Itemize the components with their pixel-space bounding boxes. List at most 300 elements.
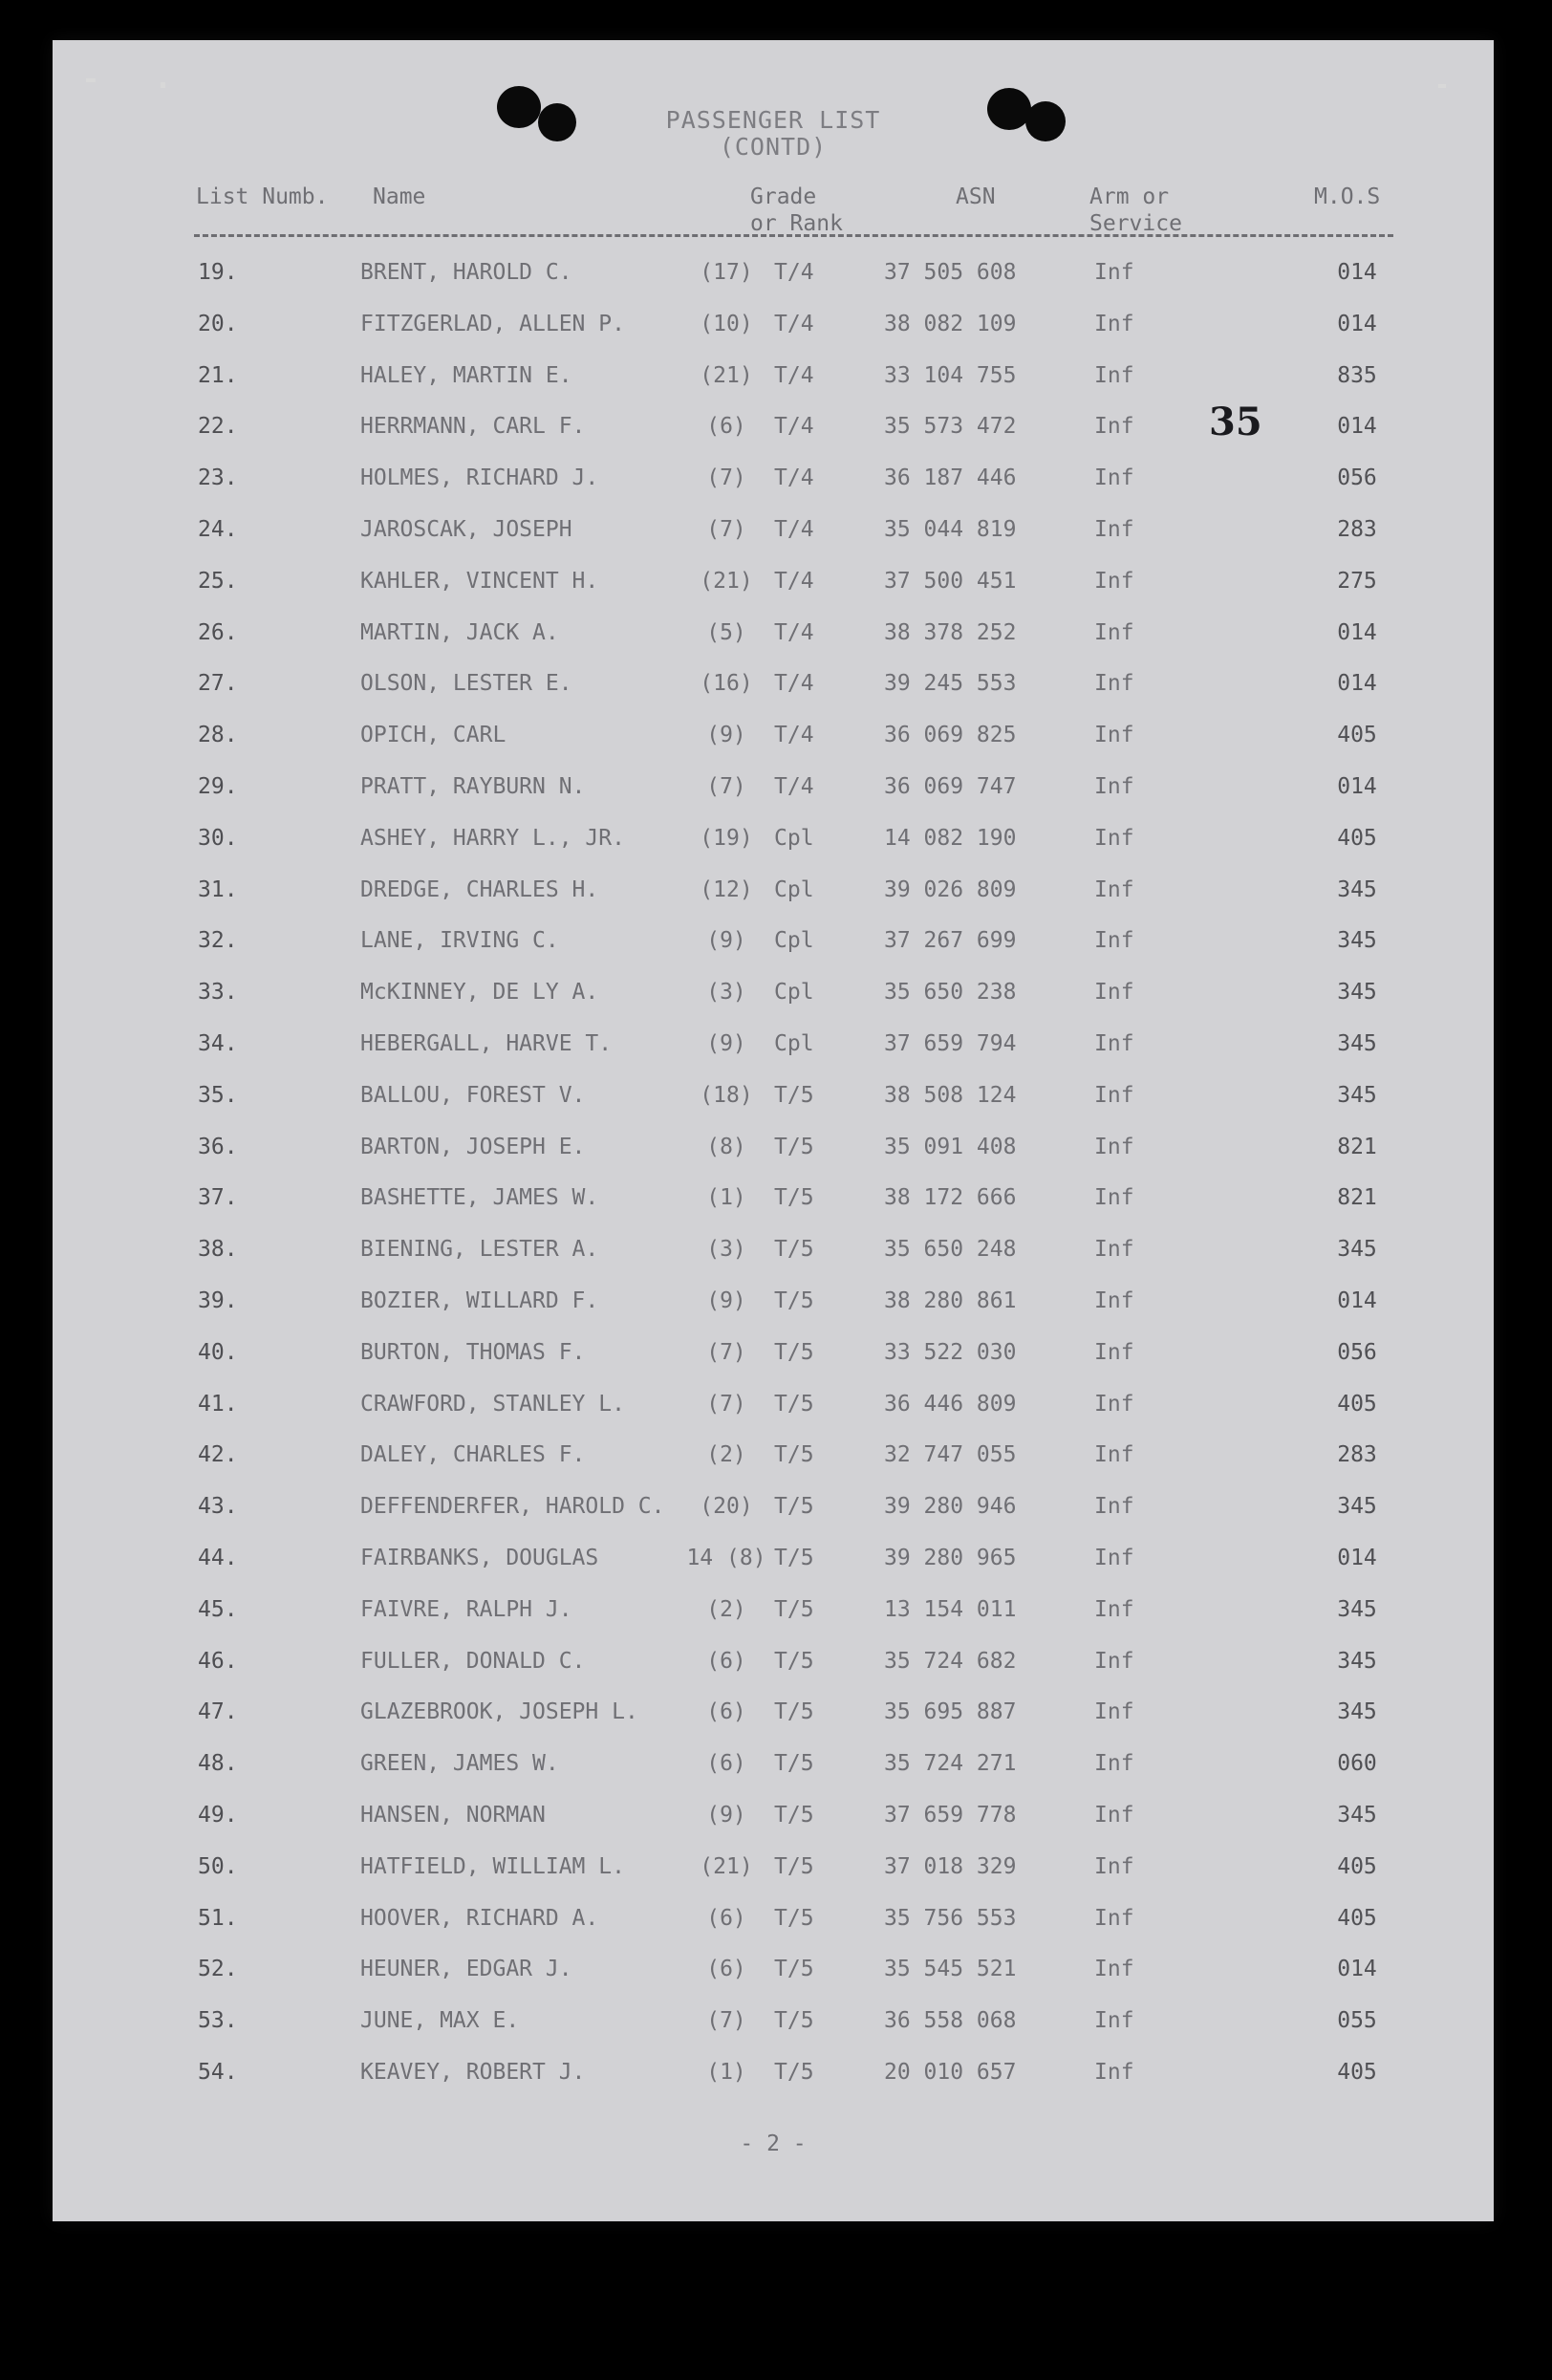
- group-number: (17): [700, 260, 753, 285]
- arm-service: Inf: [1094, 1082, 1134, 1108]
- asn-number: 38 280 861: [884, 1288, 1017, 1313]
- group-number: (2): [706, 1442, 746, 1468]
- row-number: 33.: [198, 980, 238, 1006]
- arm-service: Inf: [1094, 1957, 1134, 1982]
- arm-service: Inf: [1094, 2008, 1134, 2034]
- passenger-name: CRAWFORD, STANLEY L.: [360, 1391, 625, 1417]
- mos-code: 345: [1337, 980, 1377, 1006]
- asn-number: 36 069 825: [884, 723, 1017, 748]
- asn-number: 39 280 965: [884, 1546, 1017, 1570]
- passenger-name: FAIVRE, RALPH J.: [360, 1596, 572, 1622]
- grade-rank: T/5: [774, 1905, 814, 1931]
- subtitle-text: (CONTD): [719, 133, 828, 161]
- asn-number: 13 154 011: [884, 1596, 1017, 1622]
- arm-service: Inf: [1094, 980, 1134, 1006]
- row-number: 37.: [198, 1185, 238, 1211]
- passenger-name: BARTON, JOSEPH E.: [360, 1134, 586, 1159]
- row-number: 31.: [198, 876, 238, 902]
- arm-service: Inf: [1094, 1803, 1134, 1828]
- table-row: [53, 1957, 1494, 2006]
- group-number: (9): [706, 723, 746, 748]
- table-row: [53, 723, 1494, 772]
- mos-code: 014: [1337, 414, 1377, 440]
- group-number: (7): [706, 1339, 746, 1365]
- scan-speck: [1438, 84, 1446, 88]
- col-header-asn: ASN: [956, 184, 996, 209]
- passenger-name: GLAZEBROOK, JOSEPH L.: [360, 1699, 638, 1725]
- grade-rank: T/5: [774, 1751, 814, 1777]
- asn-number: 35 724 271: [884, 1751, 1017, 1777]
- passenger-name: JUNE, MAX E.: [360, 2008, 520, 2034]
- table-row: [53, 465, 1494, 515]
- group-number: (19): [700, 825, 753, 851]
- table-row: [53, 414, 1494, 464]
- row-number: 19.: [198, 260, 238, 285]
- group-number: (16): [700, 671, 753, 697]
- header-rule: [194, 234, 1393, 237]
- row-number: 30.: [198, 825, 238, 851]
- passenger-name: DEFFENDERFER, HAROLD C.: [360, 1494, 665, 1520]
- passenger-name: BALLOU, FOREST V.: [360, 1082, 586, 1108]
- group-number: (20): [700, 1494, 753, 1520]
- group-number: (7): [706, 517, 746, 542]
- mos-code: 283: [1337, 1442, 1377, 1468]
- table-row: [53, 1237, 1494, 1287]
- arm-service: Inf: [1094, 1185, 1134, 1211]
- row-number: 38.: [198, 1237, 238, 1263]
- mos-code: 014: [1337, 774, 1377, 799]
- row-number: 42.: [198, 1442, 238, 1468]
- col-header-mos: M.O.S: [1314, 184, 1381, 209]
- grade-rank: T/5: [774, 2008, 814, 2034]
- col-header-arm: Arm or Service: [1089, 184, 1182, 236]
- arm-service: Inf: [1094, 2060, 1134, 2085]
- asn-number: 37 505 608: [884, 260, 1017, 285]
- table-row: [53, 774, 1494, 824]
- row-number: 23.: [198, 465, 238, 491]
- group-number: (9): [706, 1288, 746, 1313]
- document-title: [53, 107, 1494, 161]
- arm-service: Inf: [1094, 774, 1134, 799]
- table-row: [53, 1546, 1494, 1595]
- table-row: [53, 1906, 1494, 1956]
- mos-code: 405: [1337, 1905, 1377, 1931]
- group-number: (3): [706, 980, 746, 1006]
- group-number: (6): [706, 1699, 746, 1725]
- passenger-name: BURTON, THOMAS F.: [360, 1339, 586, 1365]
- group-number: (7): [706, 465, 746, 491]
- passenger-name: HEBERGALL, HARVE T.: [360, 1031, 613, 1056]
- arm-service: Inf: [1094, 260, 1134, 285]
- group-number: (1): [706, 1185, 746, 1211]
- row-number: 20.: [198, 311, 238, 336]
- group-number: (1): [706, 2060, 746, 2085]
- group-number: (10): [700, 311, 753, 336]
- mos-code: 345: [1337, 1648, 1377, 1674]
- asn-number: 35 695 887: [884, 1699, 1017, 1725]
- table-row: [53, 1751, 1494, 1801]
- table-row: [53, 569, 1494, 618]
- row-number: 47.: [198, 1699, 238, 1725]
- table-row: [53, 1340, 1494, 1390]
- row-number: 48.: [198, 1751, 238, 1777]
- group-number: (6): [706, 1751, 746, 1777]
- asn-number: 36 446 809: [884, 1391, 1017, 1417]
- grade-rank: T/5: [774, 1288, 814, 1313]
- row-number: 27.: [198, 671, 238, 697]
- grade-rank: T/5: [774, 1339, 814, 1365]
- arm-service: Inf: [1094, 1699, 1134, 1725]
- arm-service: Inf: [1094, 671, 1134, 697]
- row-number: 54.: [198, 2060, 238, 2085]
- row-number: 21.: [198, 362, 238, 388]
- asn-number: 35 756 553: [884, 1905, 1017, 1931]
- asn-number: 33 522 030: [884, 1339, 1017, 1365]
- asn-number: 37 659 794: [884, 1031, 1017, 1056]
- asn-number: 20 010 657: [884, 2060, 1017, 2085]
- mos-code: 014: [1337, 1957, 1377, 1982]
- row-number: 36.: [198, 1134, 238, 1159]
- passenger-name: BIENING, LESTER A.: [360, 1237, 599, 1263]
- group-number: (9): [706, 1031, 746, 1056]
- grade-rank: T/4: [774, 311, 814, 336]
- grade-rank: Cpl: [774, 1031, 814, 1056]
- arm-service: Inf: [1094, 1648, 1134, 1674]
- group-number: (9): [706, 1803, 746, 1828]
- arm-service: Inf: [1094, 414, 1134, 440]
- row-number: 32.: [198, 928, 238, 954]
- table-row: [53, 517, 1494, 567]
- mos-code: 056: [1337, 465, 1377, 491]
- table-row: [53, 877, 1494, 927]
- mos-code: 821: [1337, 1185, 1377, 1211]
- group-number: (7): [706, 2008, 746, 2034]
- group-number: (12): [700, 876, 753, 902]
- passenger-name: PRATT, RAYBURN N.: [360, 774, 586, 799]
- asn-number: 36 187 446: [884, 465, 1017, 491]
- group-number: (21): [700, 362, 753, 388]
- table-row: [53, 1288, 1494, 1338]
- table-row: [53, 1854, 1494, 1904]
- grade-rank: T/5: [774, 1699, 814, 1725]
- asn-number: 39 245 553: [884, 671, 1017, 697]
- asn-number: 35 091 408: [884, 1134, 1017, 1159]
- table-row: [53, 260, 1494, 310]
- arm-service: Inf: [1094, 1339, 1134, 1365]
- row-number: 35.: [198, 1082, 238, 1108]
- arm-service: Inf: [1094, 928, 1134, 954]
- table-row: [53, 928, 1494, 978]
- page-number: - 2 -: [740, 2131, 807, 2156]
- row-number: 40.: [198, 1339, 238, 1365]
- group-number: (6): [706, 1957, 746, 1982]
- grade-rank: T/5: [774, 1134, 814, 1159]
- asn-number: 37 659 778: [884, 1803, 1017, 1828]
- arm-service: Inf: [1094, 311, 1134, 336]
- title-text: PASSENGER LIST: [665, 106, 881, 134]
- mos-code: 345: [1337, 1699, 1377, 1725]
- group-number: (21): [700, 568, 753, 594]
- table-row: [53, 1597, 1494, 1647]
- grade-rank: T/5: [774, 1082, 814, 1108]
- scan-speck: [161, 82, 165, 88]
- table-row: [53, 1442, 1494, 1492]
- passenger-name: ASHEY, HARRY L., JR.: [360, 825, 625, 851]
- grade-rank: T/5: [774, 1391, 814, 1417]
- passenger-name: HOLMES, RICHARD J.: [360, 465, 599, 491]
- grade-rank: T/4: [774, 260, 814, 285]
- asn-number: 38 172 666: [884, 1185, 1017, 1211]
- arm-service: Inf: [1094, 1237, 1134, 1263]
- table-row: [53, 1185, 1494, 1235]
- passenger-name: LANE, IRVING C.: [360, 928, 559, 954]
- passenger-name: MARTIN, JACK A.: [360, 619, 559, 645]
- asn-number: 37 267 699: [884, 928, 1017, 954]
- table-row: [53, 2008, 1494, 2058]
- asn-number: 36 558 068: [884, 2008, 1017, 2034]
- mos-code: 014: [1337, 619, 1377, 645]
- row-number: 46.: [198, 1648, 238, 1674]
- asn-number: 14 082 190: [884, 825, 1017, 851]
- arm-service: Inf: [1094, 1751, 1134, 1777]
- group-number: (5): [706, 619, 746, 645]
- grade-rank: T/5: [774, 1546, 814, 1570]
- arm-service: Inf: [1094, 465, 1134, 491]
- grade-rank: T/5: [774, 1648, 814, 1674]
- mos-code: 056: [1337, 1339, 1377, 1365]
- row-number: 43.: [198, 1494, 238, 1520]
- passenger-name: BASHETTE, JAMES W.: [360, 1185, 599, 1211]
- mos-code: 055: [1337, 2008, 1377, 2034]
- row-number: 25.: [198, 568, 238, 594]
- col-header-grade: Grade or Rank: [750, 184, 843, 236]
- grade-rank: T/4: [774, 723, 814, 748]
- row-number: 29.: [198, 774, 238, 799]
- grade-rank: T/5: [774, 1596, 814, 1622]
- mos-code: 405: [1337, 825, 1377, 851]
- asn-number: 35 650 248: [884, 1237, 1017, 1263]
- arm-service: Inf: [1094, 1442, 1134, 1468]
- grade-rank: T/5: [774, 2060, 814, 2085]
- asn-number: 37 018 329: [884, 1853, 1017, 1879]
- row-number: 45.: [198, 1596, 238, 1622]
- mos-code: 345: [1337, 928, 1377, 954]
- grade-rank: T/5: [774, 1237, 814, 1263]
- table-row: [53, 620, 1494, 670]
- passenger-name: FULLER, DONALD C.: [360, 1648, 586, 1674]
- passenger-name: DALEY, CHARLES F.: [360, 1442, 586, 1468]
- mos-code: 014: [1337, 671, 1377, 697]
- mos-code: 345: [1337, 876, 1377, 902]
- grade-rank: Cpl: [774, 928, 814, 954]
- row-number: 51.: [198, 1905, 238, 1931]
- table-row: [53, 980, 1494, 1029]
- mos-code: 275: [1337, 568, 1377, 594]
- grade-rank: Cpl: [774, 825, 814, 851]
- arm-service: Inf: [1094, 876, 1134, 902]
- passenger-name: FAIRBANKS, DOUGLAS: [360, 1546, 599, 1570]
- passenger-name: HERRMANN, CARL F.: [360, 414, 586, 440]
- passenger-name: GREEN, JAMES W.: [360, 1751, 559, 1777]
- group-number: (7): [706, 1391, 746, 1417]
- table-row: [53, 363, 1494, 413]
- mos-code: 405: [1337, 723, 1377, 748]
- group-number: (2): [706, 1596, 746, 1622]
- passenger-name: HOOVER, RICHARD A.: [360, 1905, 599, 1931]
- row-number: 28.: [198, 723, 238, 748]
- table-row: [53, 1803, 1494, 1852]
- arm-service: Inf: [1094, 1853, 1134, 1879]
- asn-number: 38 508 124: [884, 1082, 1017, 1108]
- passenger-name: BOZIER, WILLARD F.: [360, 1288, 599, 1313]
- mos-code: 835: [1337, 362, 1377, 388]
- group-number: (21): [700, 1853, 753, 1879]
- arm-service: Inf: [1094, 1546, 1134, 1570]
- arm-service: Inf: [1094, 723, 1134, 748]
- row-number: 44.: [198, 1546, 238, 1570]
- passenger-name: KEAVEY, ROBERT J.: [360, 2060, 586, 2085]
- passenger-name: DREDGE, CHARLES H.: [360, 876, 599, 902]
- passenger-name: HANSEN, NORMAN: [360, 1803, 546, 1828]
- asn-number: 37 500 451: [884, 568, 1017, 594]
- grade-rank: T/4: [774, 517, 814, 542]
- grade-rank: Cpl: [774, 876, 814, 902]
- asn-number: 35 650 238: [884, 980, 1017, 1006]
- mos-code: 060: [1337, 1751, 1377, 1777]
- table-row: [53, 2060, 1494, 2110]
- row-number: 52.: [198, 1957, 238, 1982]
- mos-code: 345: [1337, 1237, 1377, 1263]
- arm-service: Inf: [1094, 1288, 1134, 1313]
- mos-code: 345: [1337, 1596, 1377, 1622]
- arm-service: Inf: [1094, 517, 1134, 542]
- grade-rank: T/5: [774, 1853, 814, 1879]
- mos-code: 345: [1337, 1082, 1377, 1108]
- table-row: [53, 1392, 1494, 1441]
- mos-code: 405: [1337, 2060, 1377, 2085]
- row-number: 24.: [198, 517, 238, 542]
- group-number: (6): [706, 1648, 746, 1674]
- grade-rank: T/5: [774, 1442, 814, 1468]
- grade-rank: T/5: [774, 1803, 814, 1828]
- arm-service: Inf: [1094, 362, 1134, 388]
- col-header-name: Name: [373, 184, 426, 209]
- passenger-name: JAROSCAK, JOSEPH: [360, 517, 572, 542]
- mos-code: 405: [1337, 1853, 1377, 1879]
- grade-rank: T/4: [774, 465, 814, 491]
- table-row: [53, 1649, 1494, 1698]
- asn-number: 32 747 055: [884, 1442, 1017, 1468]
- grade-rank: T/5: [774, 1957, 814, 1982]
- grade-rank: T/4: [774, 774, 814, 799]
- document-page: [53, 40, 1494, 2221]
- table-row: [53, 1083, 1494, 1133]
- mos-code: 014: [1337, 1288, 1377, 1313]
- grade-rank: Cpl: [774, 980, 814, 1006]
- asn-number: 35 044 819: [884, 517, 1017, 542]
- row-number: 49.: [198, 1803, 238, 1828]
- mos-code: 345: [1337, 1031, 1377, 1056]
- asn-number: 35 545 521: [884, 1957, 1017, 1982]
- arm-service: Inf: [1094, 1596, 1134, 1622]
- grade-rank: T/4: [774, 362, 814, 388]
- mos-code: 014: [1337, 260, 1377, 285]
- arm-service: Inf: [1094, 619, 1134, 645]
- mos-code: 405: [1337, 1391, 1377, 1417]
- passenger-name: OLSON, LESTER E.: [360, 671, 572, 697]
- arm-service: Inf: [1094, 568, 1134, 594]
- passenger-name: BRENT, HAROLD C.: [360, 260, 572, 285]
- mos-code: 014: [1337, 311, 1377, 336]
- asn-number: 38 378 252: [884, 619, 1017, 645]
- row-number: 41.: [198, 1391, 238, 1417]
- passenger-name: HALEY, MARTIN E.: [360, 362, 572, 388]
- group-number: (18): [700, 1082, 753, 1108]
- row-number: 53.: [198, 2008, 238, 2034]
- group-number: (8): [706, 1134, 746, 1159]
- row-number: 39.: [198, 1288, 238, 1313]
- group-number: (3): [706, 1237, 746, 1263]
- asn-number: 36 069 747: [884, 774, 1017, 799]
- grade-rank: T/4: [774, 568, 814, 594]
- group-number: (6): [706, 1905, 746, 1931]
- passenger-name: OPICH, CARL: [360, 723, 507, 748]
- arm-service: Inf: [1094, 1031, 1134, 1056]
- row-number: 22.: [198, 414, 238, 440]
- mos-code: 283: [1337, 517, 1377, 542]
- table-row: [53, 1135, 1494, 1184]
- arm-service: Inf: [1094, 1134, 1134, 1159]
- table-row: [53, 1494, 1494, 1544]
- passenger-name: HEUNER, EDGAR J.: [360, 1957, 572, 1982]
- table-row: [53, 1031, 1494, 1081]
- asn-number: 35 573 472: [884, 414, 1017, 440]
- asn-number: 33 104 755: [884, 362, 1017, 388]
- table-row: [53, 312, 1494, 361]
- grade-rank: T/5: [774, 1185, 814, 1211]
- passenger-name: McKINNEY, DE LY A.: [360, 980, 599, 1006]
- group-number: (7): [706, 774, 746, 799]
- mos-code: 345: [1337, 1803, 1377, 1828]
- asn-number: 39 280 946: [884, 1494, 1017, 1520]
- grade-rank: T/5: [774, 1494, 814, 1520]
- table-row: [53, 826, 1494, 876]
- passenger-name: HATFIELD, WILLIAM L.: [360, 1853, 625, 1879]
- scan-speck: [86, 78, 96, 82]
- col-header-list-numb: List Numb.: [196, 184, 329, 209]
- row-number: 50.: [198, 1853, 238, 1879]
- passenger-name: KAHLER, VINCENT H.: [360, 568, 599, 594]
- table-row: [53, 1699, 1494, 1749]
- asn-number: 38 082 109: [884, 311, 1017, 336]
- stamped-number: 35: [1209, 400, 1262, 444]
- passenger-name: FITZGERLAD, ALLEN P.: [360, 311, 625, 336]
- mos-code: 014: [1337, 1546, 1377, 1570]
- group-number: 14 (8): [686, 1546, 766, 1570]
- grade-rank: T/4: [774, 414, 814, 440]
- row-number: 34.: [198, 1031, 238, 1056]
- arm-service: Inf: [1094, 1905, 1134, 1931]
- mos-code: 345: [1337, 1494, 1377, 1520]
- row-number: 26.: [198, 619, 238, 645]
- group-number: (9): [706, 928, 746, 954]
- mos-code: 821: [1337, 1134, 1377, 1159]
- asn-number: 39 026 809: [884, 876, 1017, 902]
- grade-rank: T/4: [774, 671, 814, 697]
- arm-service: Inf: [1094, 1391, 1134, 1417]
- grade-rank: T/4: [774, 619, 814, 645]
- arm-service: Inf: [1094, 825, 1134, 851]
